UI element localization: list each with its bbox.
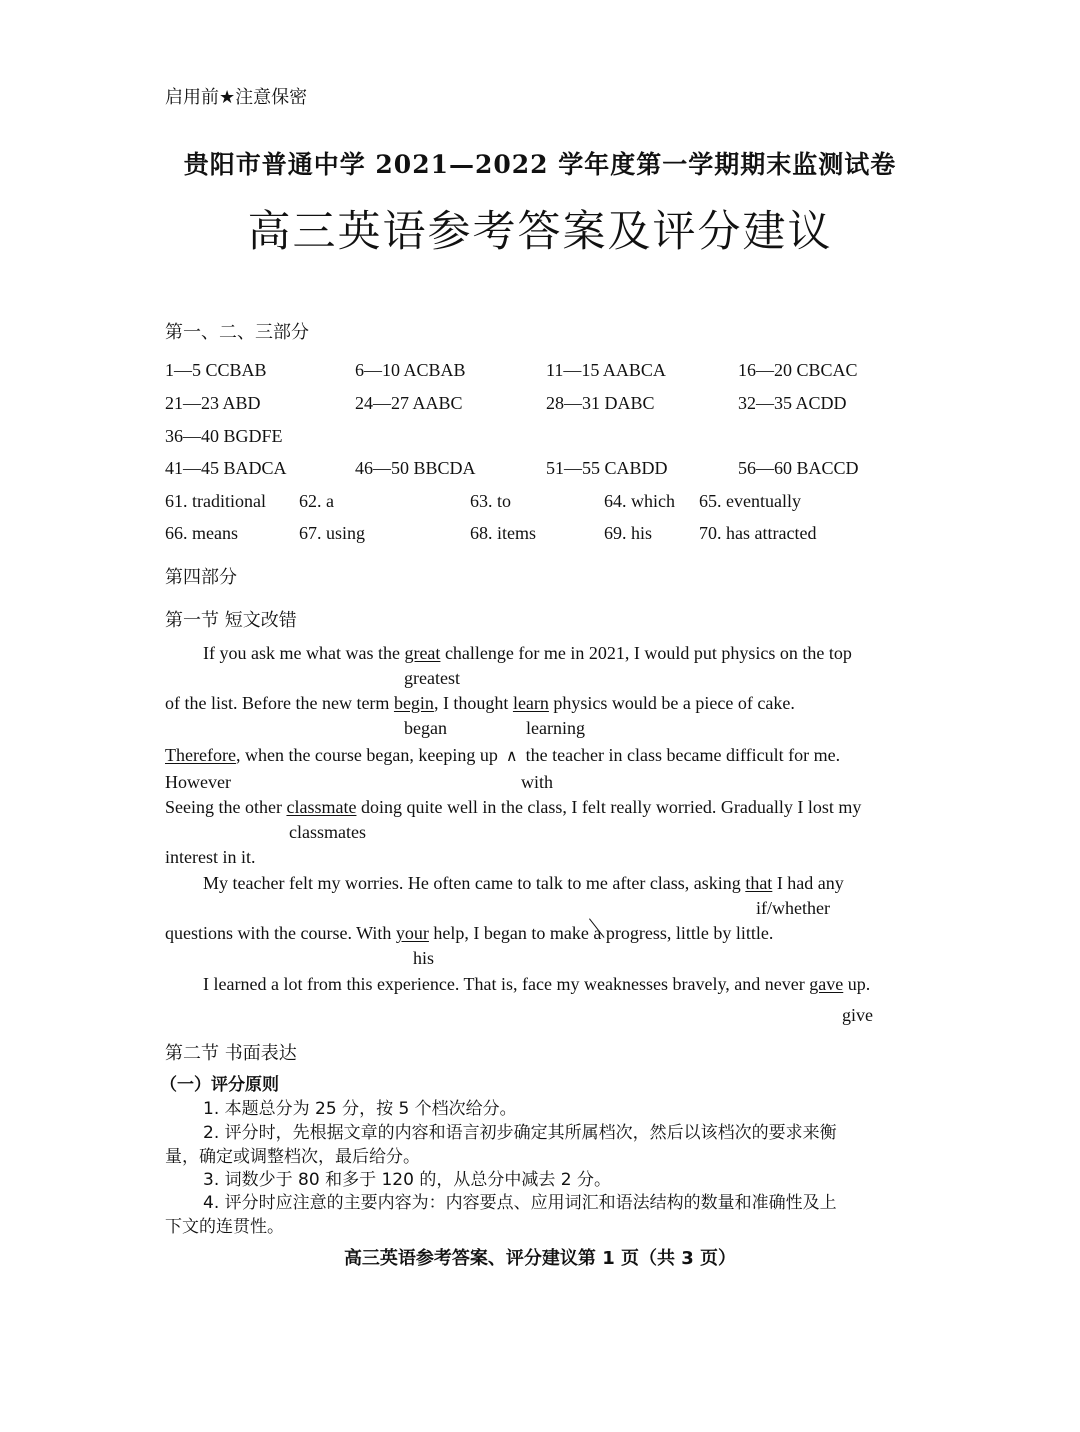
answer-group: 6—10 ACBAB <box>355 360 466 380</box>
text: questions with the course. With <box>165 923 396 943</box>
text: of the list. Before the new term <box>165 693 394 713</box>
scoring-rule: 量，确定或调整档次，最后给分。 <box>165 1147 420 1167</box>
fill-answer: 65. eventually <box>699 491 801 511</box>
correction: if/whether <box>756 898 830 918</box>
correction: greatest <box>404 668 460 688</box>
answer-group: 32—35 ACDD <box>738 393 847 413</box>
passage-line <box>203 873 844 894</box>
scoring-rule: 2. 评分时，先根据文章的内容和语言初步确定其所属档次，然后以该档次的要求来衡 <box>203 1123 837 1143</box>
text: the teacher in class became difficult for me. <box>525 745 841 765</box>
document-title: 高三英语参考答案及评分建议 <box>247 207 833 257</box>
fill-answer: 63. to <box>470 491 512 511</box>
page-footer: 高三英语参考答案、评分建议第 1 页（共 3 页） <box>343 1248 737 1269</box>
exam-subtitle: 贵阳市普通中学 2021—2022 学年度第一学期期末监测试卷 <box>183 150 897 179</box>
correction: learning <box>526 718 585 738</box>
fill-answer: 67. using <box>299 523 366 543</box>
fill-answer: 64. which <box>604 491 675 511</box>
answer-group: 1—5 CCBAB <box>165 360 267 380</box>
text: Seeing the other <box>165 797 287 817</box>
passage-line <box>165 693 795 714</box>
correction: give <box>842 1005 873 1025</box>
error-word: great <box>404 643 441 663</box>
text: physics would be a piece of cake. <box>548 693 795 713</box>
fill-answer: 68. items <box>470 523 536 543</box>
subsection-heading-writing: 第二节 书面表达 <box>165 1043 297 1064</box>
answer-group: 11—15 AABCA <box>546 360 666 380</box>
passage-line: interest in it. <box>165 847 256 867</box>
section-heading-part4: 第四部分 <box>165 567 237 588</box>
text: My teacher felt my worries. He often came to talk to me after class, asking <box>203 873 746 893</box>
fill-answer: 66. means <box>165 523 238 543</box>
error-word: gave <box>809 974 844 994</box>
insert-caret-icon: ∧ <box>505 746 518 765</box>
scoring-principles-heading: （一）评分原则 <box>160 1075 279 1095</box>
correction: his <box>413 948 435 968</box>
confidential-label: 启用前★注意保密 <box>165 87 308 108</box>
error-word: classmate <box>286 797 357 817</box>
text: challenge for me in 2021, I would put physics on the top <box>440 643 852 663</box>
answer-group: 36—40 BGDFE <box>165 426 283 446</box>
error-word: learn <box>512 693 549 713</box>
answer-group: 56—60 BACCD <box>738 458 859 478</box>
answer-group: 46—50 BBCDA <box>355 458 476 478</box>
text: help, I began to make <box>428 923 594 943</box>
scoring-rule: 3. 词数少于 80 和多于 120 的，从总分中减去 2 分。 <box>203 1170 611 1190</box>
error-word: that <box>745 873 773 893</box>
passage-line <box>203 974 870 995</box>
scoring-rule: 1. 本题总分为 25 分，按 5 个档次给分。 <box>203 1099 517 1119</box>
text: I had any <box>772 873 844 893</box>
scoring-rule: 下文的连贯性。 <box>165 1217 284 1237</box>
text: I learned a lot from this experience. That is, face my weaknesses bravely, and never <box>203 974 810 994</box>
answer-group: 24—27 AABC <box>355 393 463 413</box>
section-heading-part123: 第一、二、三部分 <box>165 322 309 343</box>
fill-answer: 61. traditional <box>165 491 266 511</box>
delete-mark: a <box>593 923 602 943</box>
text: up. <box>843 974 871 994</box>
error-word: your <box>395 923 429 943</box>
answer-group: 16—20 CBCAC <box>738 360 858 380</box>
answer-group: 21—23 ABD <box>165 393 261 413</box>
subsection-heading-error-correction: 第一节 短文改错 <box>165 610 297 631</box>
text: , I thought <box>433 693 513 713</box>
scoring-rule: 4. 评分时应注意的主要内容为：内容要点、应用词汇和语法结构的数量和准确性及上 <box>203 1193 837 1213</box>
answer-group: 51—55 CABDD <box>546 458 668 478</box>
answer-group: 28—31 DABC <box>546 393 655 413</box>
text: , when the course began, keeping up <box>235 745 498 765</box>
correction: classmates <box>289 822 366 842</box>
text: progress, little by little. <box>601 923 774 943</box>
passage-line <box>165 745 840 766</box>
error-word: Therefore <box>165 745 236 765</box>
correction: However <box>165 772 231 792</box>
error-word: begin <box>393 693 434 713</box>
passage-line <box>203 643 852 664</box>
text: If you ask me what was the <box>203 643 405 663</box>
fill-answer: 70. has attracted <box>699 523 817 543</box>
passage-line <box>165 923 773 944</box>
correction: with <box>521 772 554 792</box>
fill-answer: 69. his <box>604 523 653 543</box>
answer-group: 41—45 BADCA <box>165 458 287 478</box>
correction: began <box>404 718 447 738</box>
text: doing quite well in the class, I felt really worried. Gradually I lost my <box>356 797 862 817</box>
passage-line <box>165 797 861 818</box>
fill-answer: 62. a <box>299 491 334 511</box>
